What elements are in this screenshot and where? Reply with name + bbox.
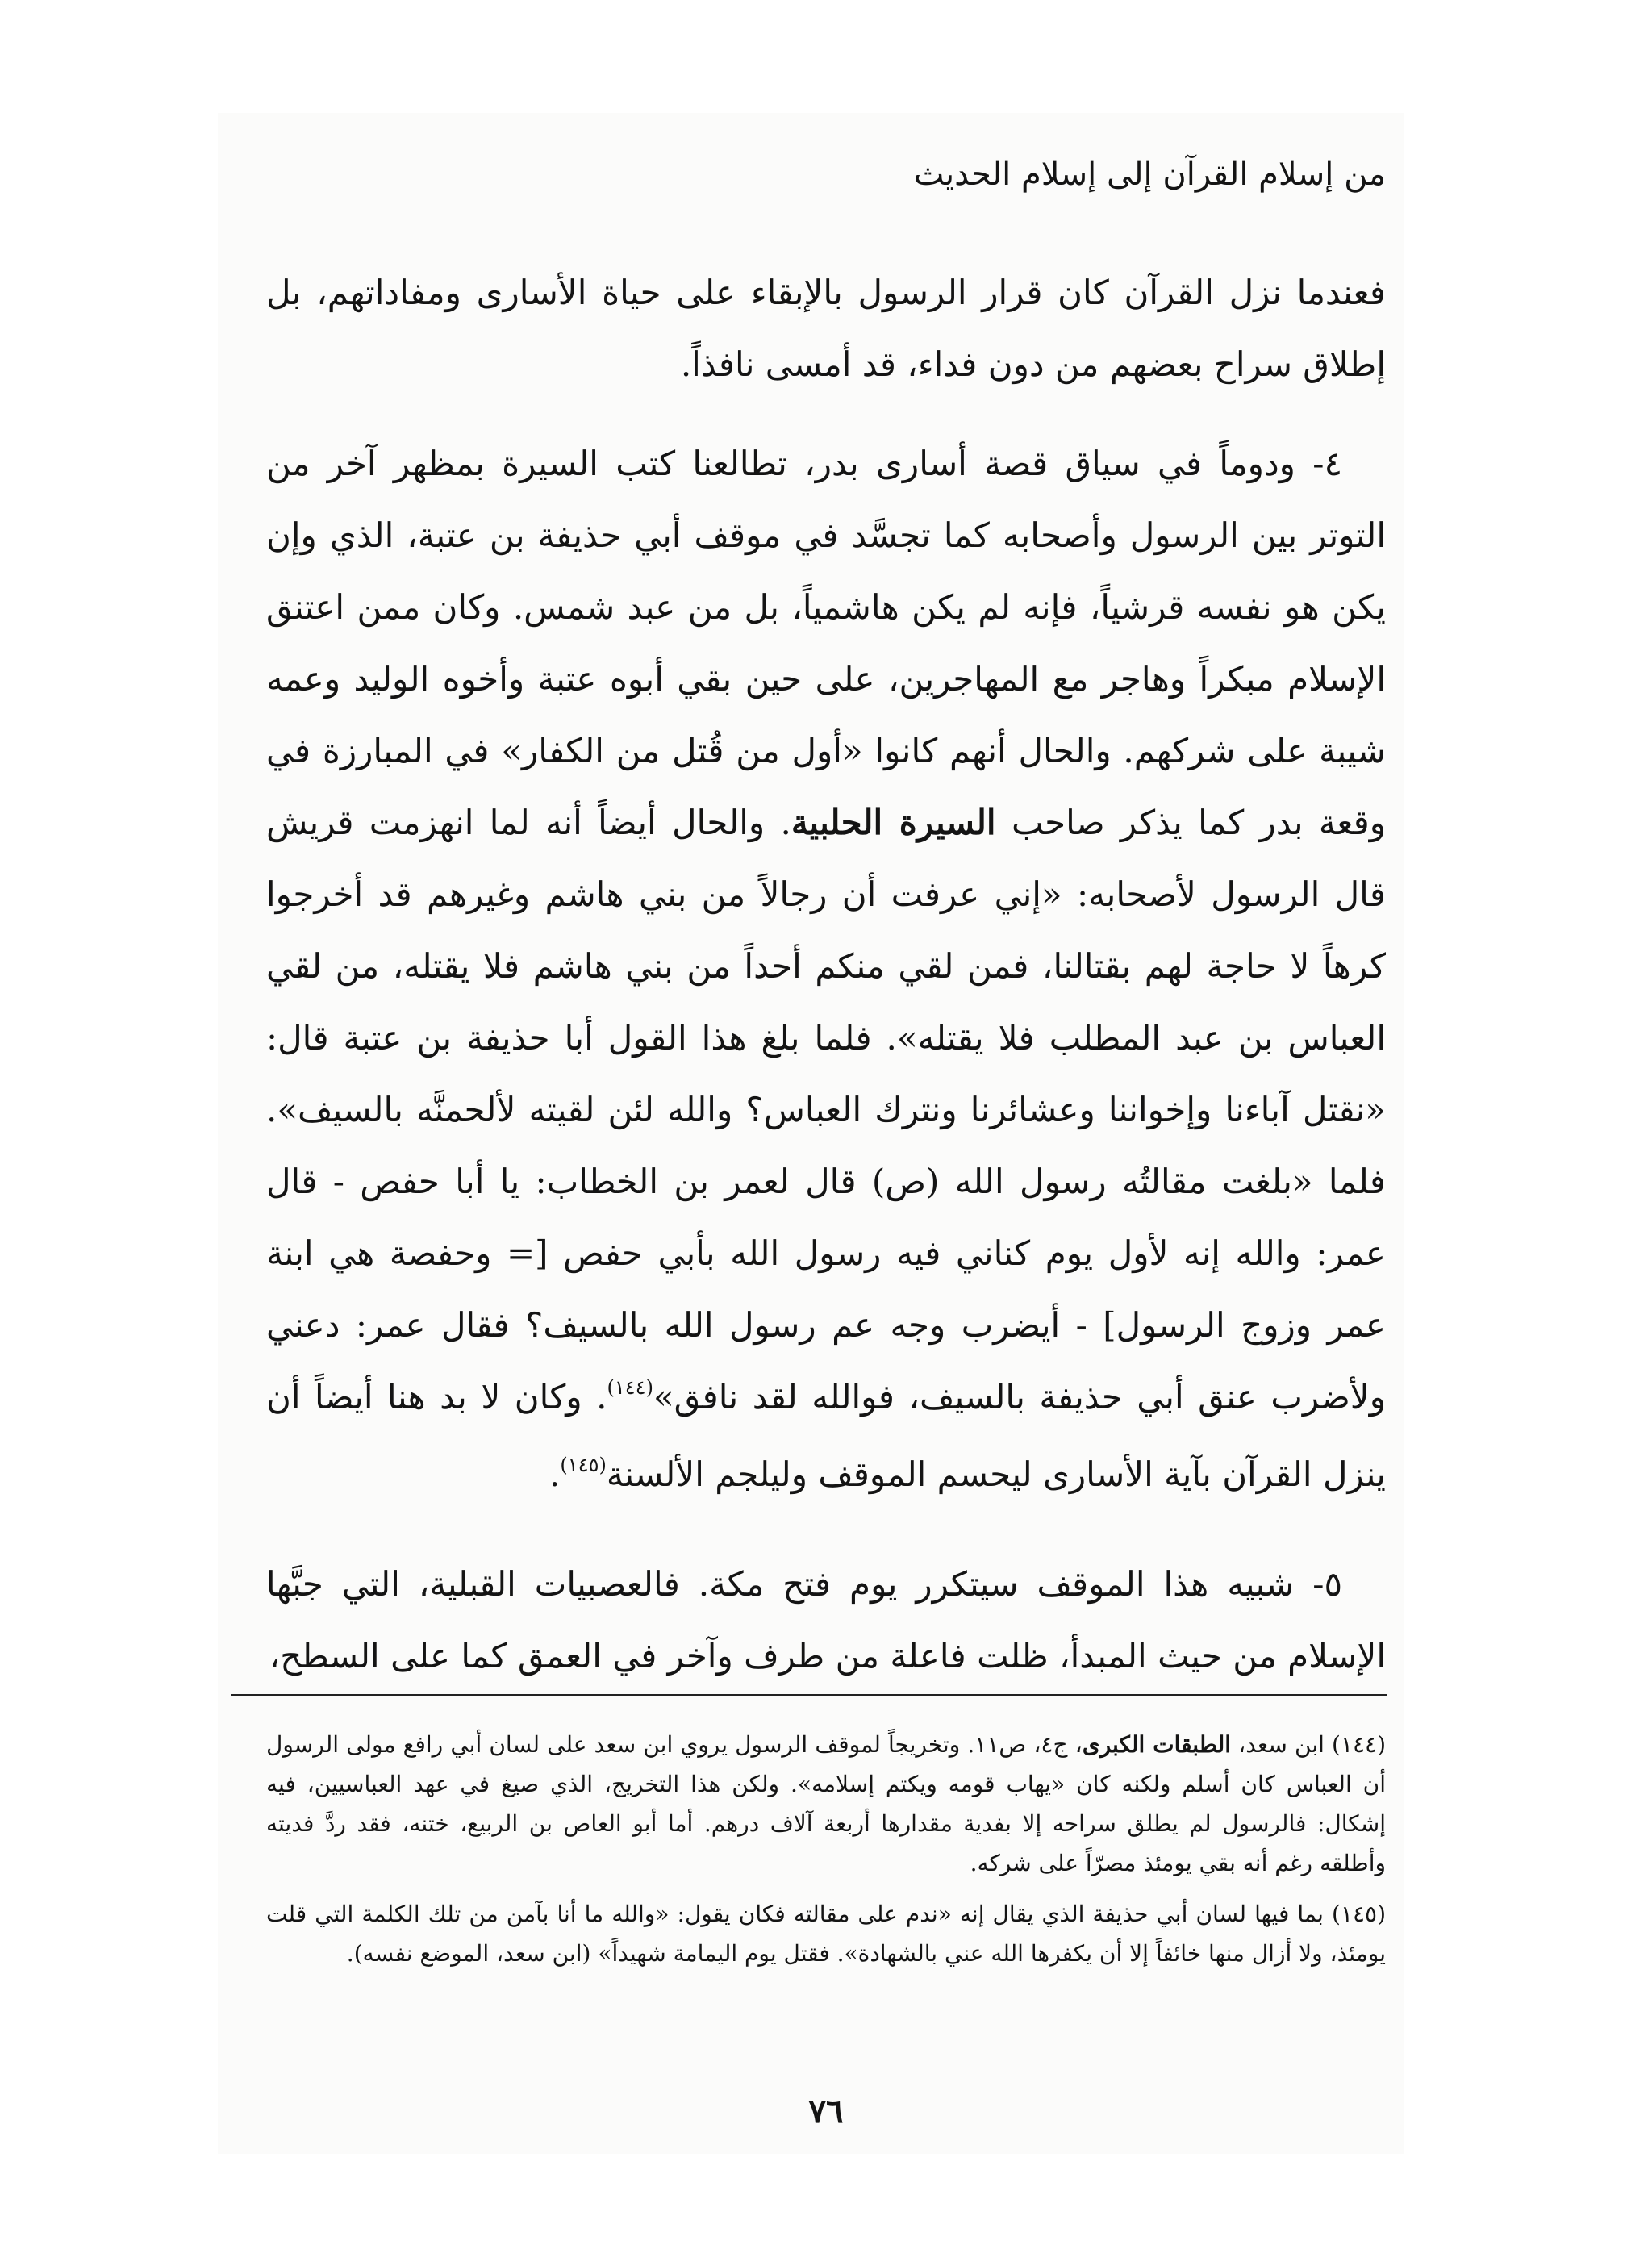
paragraph-text: . وكان لا بد هنا أيضاً أن ينزل القرآن بآية الأسارى ليحسم الموقف وليلجم الألسنة: [266, 1377, 1386, 1494]
footnote-text: ، ج٤، ص١١. وتخريجاً لموقف الرسول يروي ابن سعد على لسان أبي رافع مولى الرسول أن العباس كان أسلم ولكنه كان «يهاب قومه ويكتم إسلامه». ولكن هذا التخريج، الذي صيغ في عهد العباسيين، فيه إشكال: فالرسول لم يطلق سراحه إلا بفدية مقدارها أربعة آلاف درهم. أما أبو العاص بن الربيع، ختنه، فقد ردَّ فديته وأطلقه رغم أنه بقي يومئذ مصرّاً على شركه.: [266, 1731, 1386, 1876]
footnote-ref-145: (١٤٥): [560, 1454, 607, 1476]
main-text: [266, 257, 1386, 1692]
paragraph-continued: فعندما نزل القرآن كان قرار الرسول بالإبقاء على حياة الأسارى ومفاداتهم، بل إطلاق سراح بعضهم من دون فداء، قد أمسى نافذاً.: [266, 273, 1386, 384]
paragraph-item-4: [266, 428, 1386, 1516]
footnote-144: [266, 1725, 1386, 1883]
footnote-divider: [231, 1694, 1387, 1696]
book-title: الطبقات الكبرى: [1082, 1731, 1232, 1758]
footnote-ref-144: (١٤٤): [607, 1376, 653, 1399]
footnotes: [266, 1725, 1386, 1973]
paragraph-text: .: [549, 1454, 561, 1494]
paragraph-text: . والحال أيضاً أنه لما انهزمت قريش قال الرسول لأصحابه: «إني عرفت أن رجالاً من بني هاشم وغيرهم قد أخرجوا كرهاً لا حاجة لهم بقتالنا، فمن لقي منكم أحداً من بني هاشم فلا يقتله، من لقي العباس بن عبد المطلب فلا يقتله». فلما بلغ هذا القول أبا حذيفة بن عتبة قال: «نقتل آباءنا وإخواننا وعشائرنا ونترك العباس؟ والله لئن لقيته لألحمنَّه بالسيف». فلما «بلغت مقالتُه رسول الله (ص) قال لعمر بن الخطاب: يا أبا حفص - قال عمر: والله إنه لأول يوم كناني فيه رسول الله بأبي حفص [= وحفصة هي ابنة عمر وزوج الرسول] - أيضرب وجه عم رسول الله بالسيف؟ فقال عمر: دعني ولأضرب عنق أبي حذيفة بالسيف، فوالله لقد نافق»: [266, 803, 1387, 1417]
paragraph-item-5: ٥- شبيه هذا الموقف سيتكرر يوم فتح مكة. فالعصبيات القبلية، التي جبَّها الإسلام من حيث المبدأ، ظلت فاعلة من طرف وآخر في العمق كما على السطح،: [266, 1564, 1386, 1676]
footnote-text: (١٤٤) ابن سعد،: [1231, 1731, 1387, 1758]
footnote-145: (١٤٥) بما فيها لسان أبي حذيفة الذي يقال إنه «ندم على مقالته فكان يقول: «والله ما أنا بآمن من تلك الكلمة التي قلت يومئذ، ولا أزال منها خائفاً إلا أن يكفرها الله عني بالشهادة». فقتل يوم اليمامة شهيداً» (ابن سعد، الموضع نفسه).: [266, 1901, 1386, 1967]
book-title: السيرة الحلبية: [791, 803, 996, 842]
paragraph-text: ٤- ودوماً في سياق قصة أسارى بدر، تطالعنا كتب السيرة بمظهر آخر من التوتر بين الرسول وأصحابه كما تجسَّد في موقف أبي حذيفة بن عتبة، الذي وإن يكن هو نفسه قرشياً، فإنه لم يكن هاشمياً، بل من عبد شمس. وكان ممن اعتنق الإسلام مبكراً وهاجر مع المهاجرين، على حين بقي أبوه عتبة وأخوه الوليد وعمه شيبة على شركهم. والحال أنهم كانوا «أول من قُتل من الكفار» في المبارزة في وقعة بدر كما يذكر صاحب: [266, 444, 1387, 842]
page-number: ٧٦: [808, 2093, 844, 2130]
running-header: من إسلام القرآن إلى إسلام الحديث: [913, 156, 1386, 193]
